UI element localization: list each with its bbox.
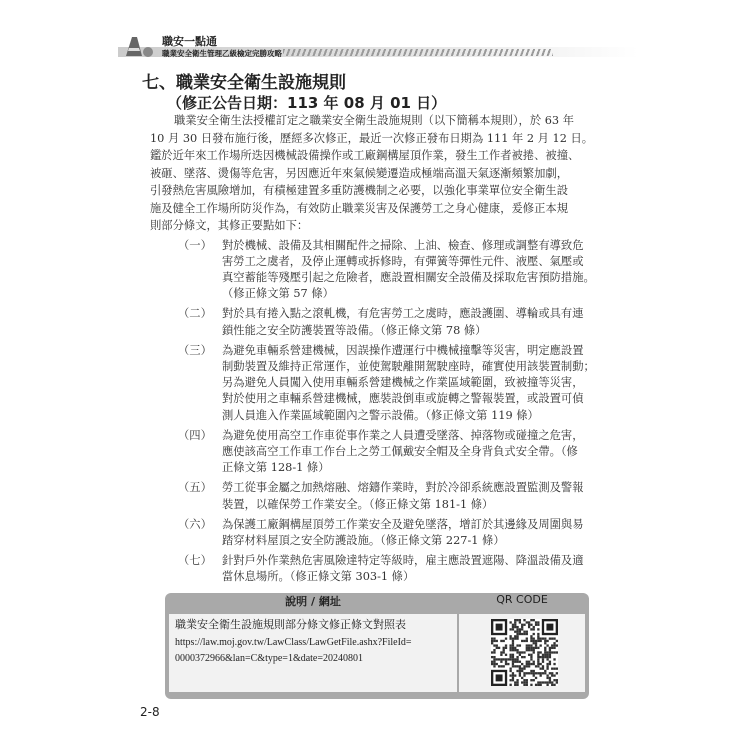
item-line: 害勞工之虞者，及停止運轉或拆修時，有彈簧等彈性元件、液壓、氣壓或 xyxy=(222,254,584,268)
reference-description: 職業安全衛生設施規則部分條文修正條文對照表 xyxy=(175,619,406,631)
item-line: 真空蓄能等殘壓引起之危險者，應設置相關安全設備及採取危害預防措施。 xyxy=(222,270,595,284)
amendment-item xyxy=(178,480,608,512)
table-header-qr: QR CODE xyxy=(496,593,548,606)
item-label: （六） xyxy=(178,517,212,531)
item-line: 對於具有捲入點之滾軋機，有危害勞工之虞時，應設護圍、導輪或具有連 xyxy=(222,307,584,321)
intro-line: 10 月 30 日發布施行後，歷經多次修正，最近一次修正發布日期為 111 年 2 月 12 日。 xyxy=(150,131,594,145)
item-line: 正條文第 128-1 條） xyxy=(222,461,330,475)
item-line: 對於機械、設備及其相關配件之掃除、上油、檢查、修理或調整有導致危 xyxy=(222,238,584,252)
item-line: 裝置，以確保勞工作業安全。（修正條文第 181-1 條） xyxy=(222,497,494,511)
book-title: 職安一點通 xyxy=(162,35,217,48)
item-line: 對於使用之車輛系營建機械，應裝設倒車或旋轉之警報裝置，或設置可偵 xyxy=(222,392,584,406)
reference-url-line-1[interactable]: https://law.moj.gov.tw/LawClass/LawGetFile.ashx?FileId= xyxy=(175,637,412,648)
intro-paragraph xyxy=(150,112,610,235)
section-title: 七、職業安全衛生設施規則 xyxy=(142,73,346,93)
item-line: 勞工從事金屬之加熱熔融、熔鑄作業時，對於冷卻系統應設置監測及警報 xyxy=(222,481,584,495)
page-number: 2-8 xyxy=(140,705,160,719)
intro-line: 施及健全工作場所防災作為，有效防止職業災害及保護勞工之身心健康，爰修正本規 xyxy=(150,201,568,215)
item-line: 當休息場所。（修正條文第 303-1 條） xyxy=(222,570,415,584)
intro-line: 職業安全衛生法授權訂定之職業安全衛生設施規則（以下簡稱本規則），於 63 年 xyxy=(174,114,575,127)
main-content xyxy=(150,112,610,590)
item-line: 為保護工廠鋼構屋頂勞工作業安全及避免墜落，增訂於其邊緣及周圍與易 xyxy=(222,517,584,531)
amendment-item xyxy=(178,428,608,477)
intro-line: 引發熱危害風險增加，有積極建置多重防護機制之必要，以強化事業單位安全衛生設 xyxy=(150,184,568,197)
item-label: （七） xyxy=(178,554,212,568)
item-line: 為避免車輛系營建機械，因誤操作遭運行中機械撞擊等災害，明定應設置 xyxy=(222,343,584,357)
table-cell-description xyxy=(169,614,457,692)
qr-code-icon[interactable] xyxy=(491,619,558,686)
amendment-item xyxy=(178,343,608,424)
item-label: （五） xyxy=(178,481,212,495)
intro-line: 則部分條文，其修正要點如下： xyxy=(150,219,309,232)
item-label: （一） xyxy=(178,238,212,252)
running-header xyxy=(118,30,638,60)
item-line: 另為避免人員闖入使用車輛系營建機械之作業區域範圍，致被撞等災害， xyxy=(222,376,584,390)
item-line: 制動裝置及維持正常運作，並使駕駛離開駕駛座時，確實使用該裝置制動； xyxy=(222,359,595,373)
item-label: （三） xyxy=(178,343,212,357)
item-line: 鎖性能之安全防護裝置等設備。（修正條文第 78 條） xyxy=(222,323,487,337)
intro-line: 被砸、墜落、燙傷等危害，另因應近年來氣候變遷造成極端高溫天氣逐漸頻繁加劇， xyxy=(150,166,568,180)
intro-line: 鑑於近年來工作場所迭因機械設備操作或工廠鋼構屋頂作業，發生工作者被捲、被撞、 xyxy=(150,149,580,162)
amendment-item xyxy=(178,238,608,303)
item-line: 應使該高空工作車工作台上之勞工佩戴安全帽及全身背負式安全帶。（修 xyxy=(222,444,578,458)
item-line: 針對戶外作業熱危害風險達特定等級時，雇主應設置遮陽、降溫設備及適 xyxy=(222,554,584,568)
reference-url-line-2[interactable]: 0000372966&lan=C&type=1&date=20240801 xyxy=(175,653,364,664)
safety-cone-logo-icon xyxy=(122,34,156,58)
amendment-list xyxy=(178,238,608,586)
amendment-item xyxy=(178,517,608,549)
item-label: （二） xyxy=(178,307,212,321)
item-line: 測人員進入作業區域範圍內之警示設備。（修正條文第 119 條） xyxy=(222,408,539,422)
item-label: （四） xyxy=(178,428,212,442)
amendment-item xyxy=(178,553,608,585)
table-cell-qr xyxy=(459,614,585,692)
section-date: （修正公告日期：113 年 08 月 01 日） xyxy=(167,94,447,112)
amendment-item xyxy=(178,306,608,338)
header-stripes xyxy=(283,49,553,56)
table-header-description: 說明 / 網址 xyxy=(285,595,341,608)
item-line: 為避免使用高空工作車從事作業之人員遭受墜落、掉落物或碰撞之危害， xyxy=(222,428,584,442)
item-line: 踏穿材料屋頂之安全防護設施。（修正條文第 227-1 條） xyxy=(222,533,505,547)
reference-table xyxy=(165,593,589,699)
item-line: （修正條文第 57 條） xyxy=(222,287,334,301)
book-subtitle: 職業安全衛生管理乙級檢定完勝攻略 xyxy=(162,49,282,58)
